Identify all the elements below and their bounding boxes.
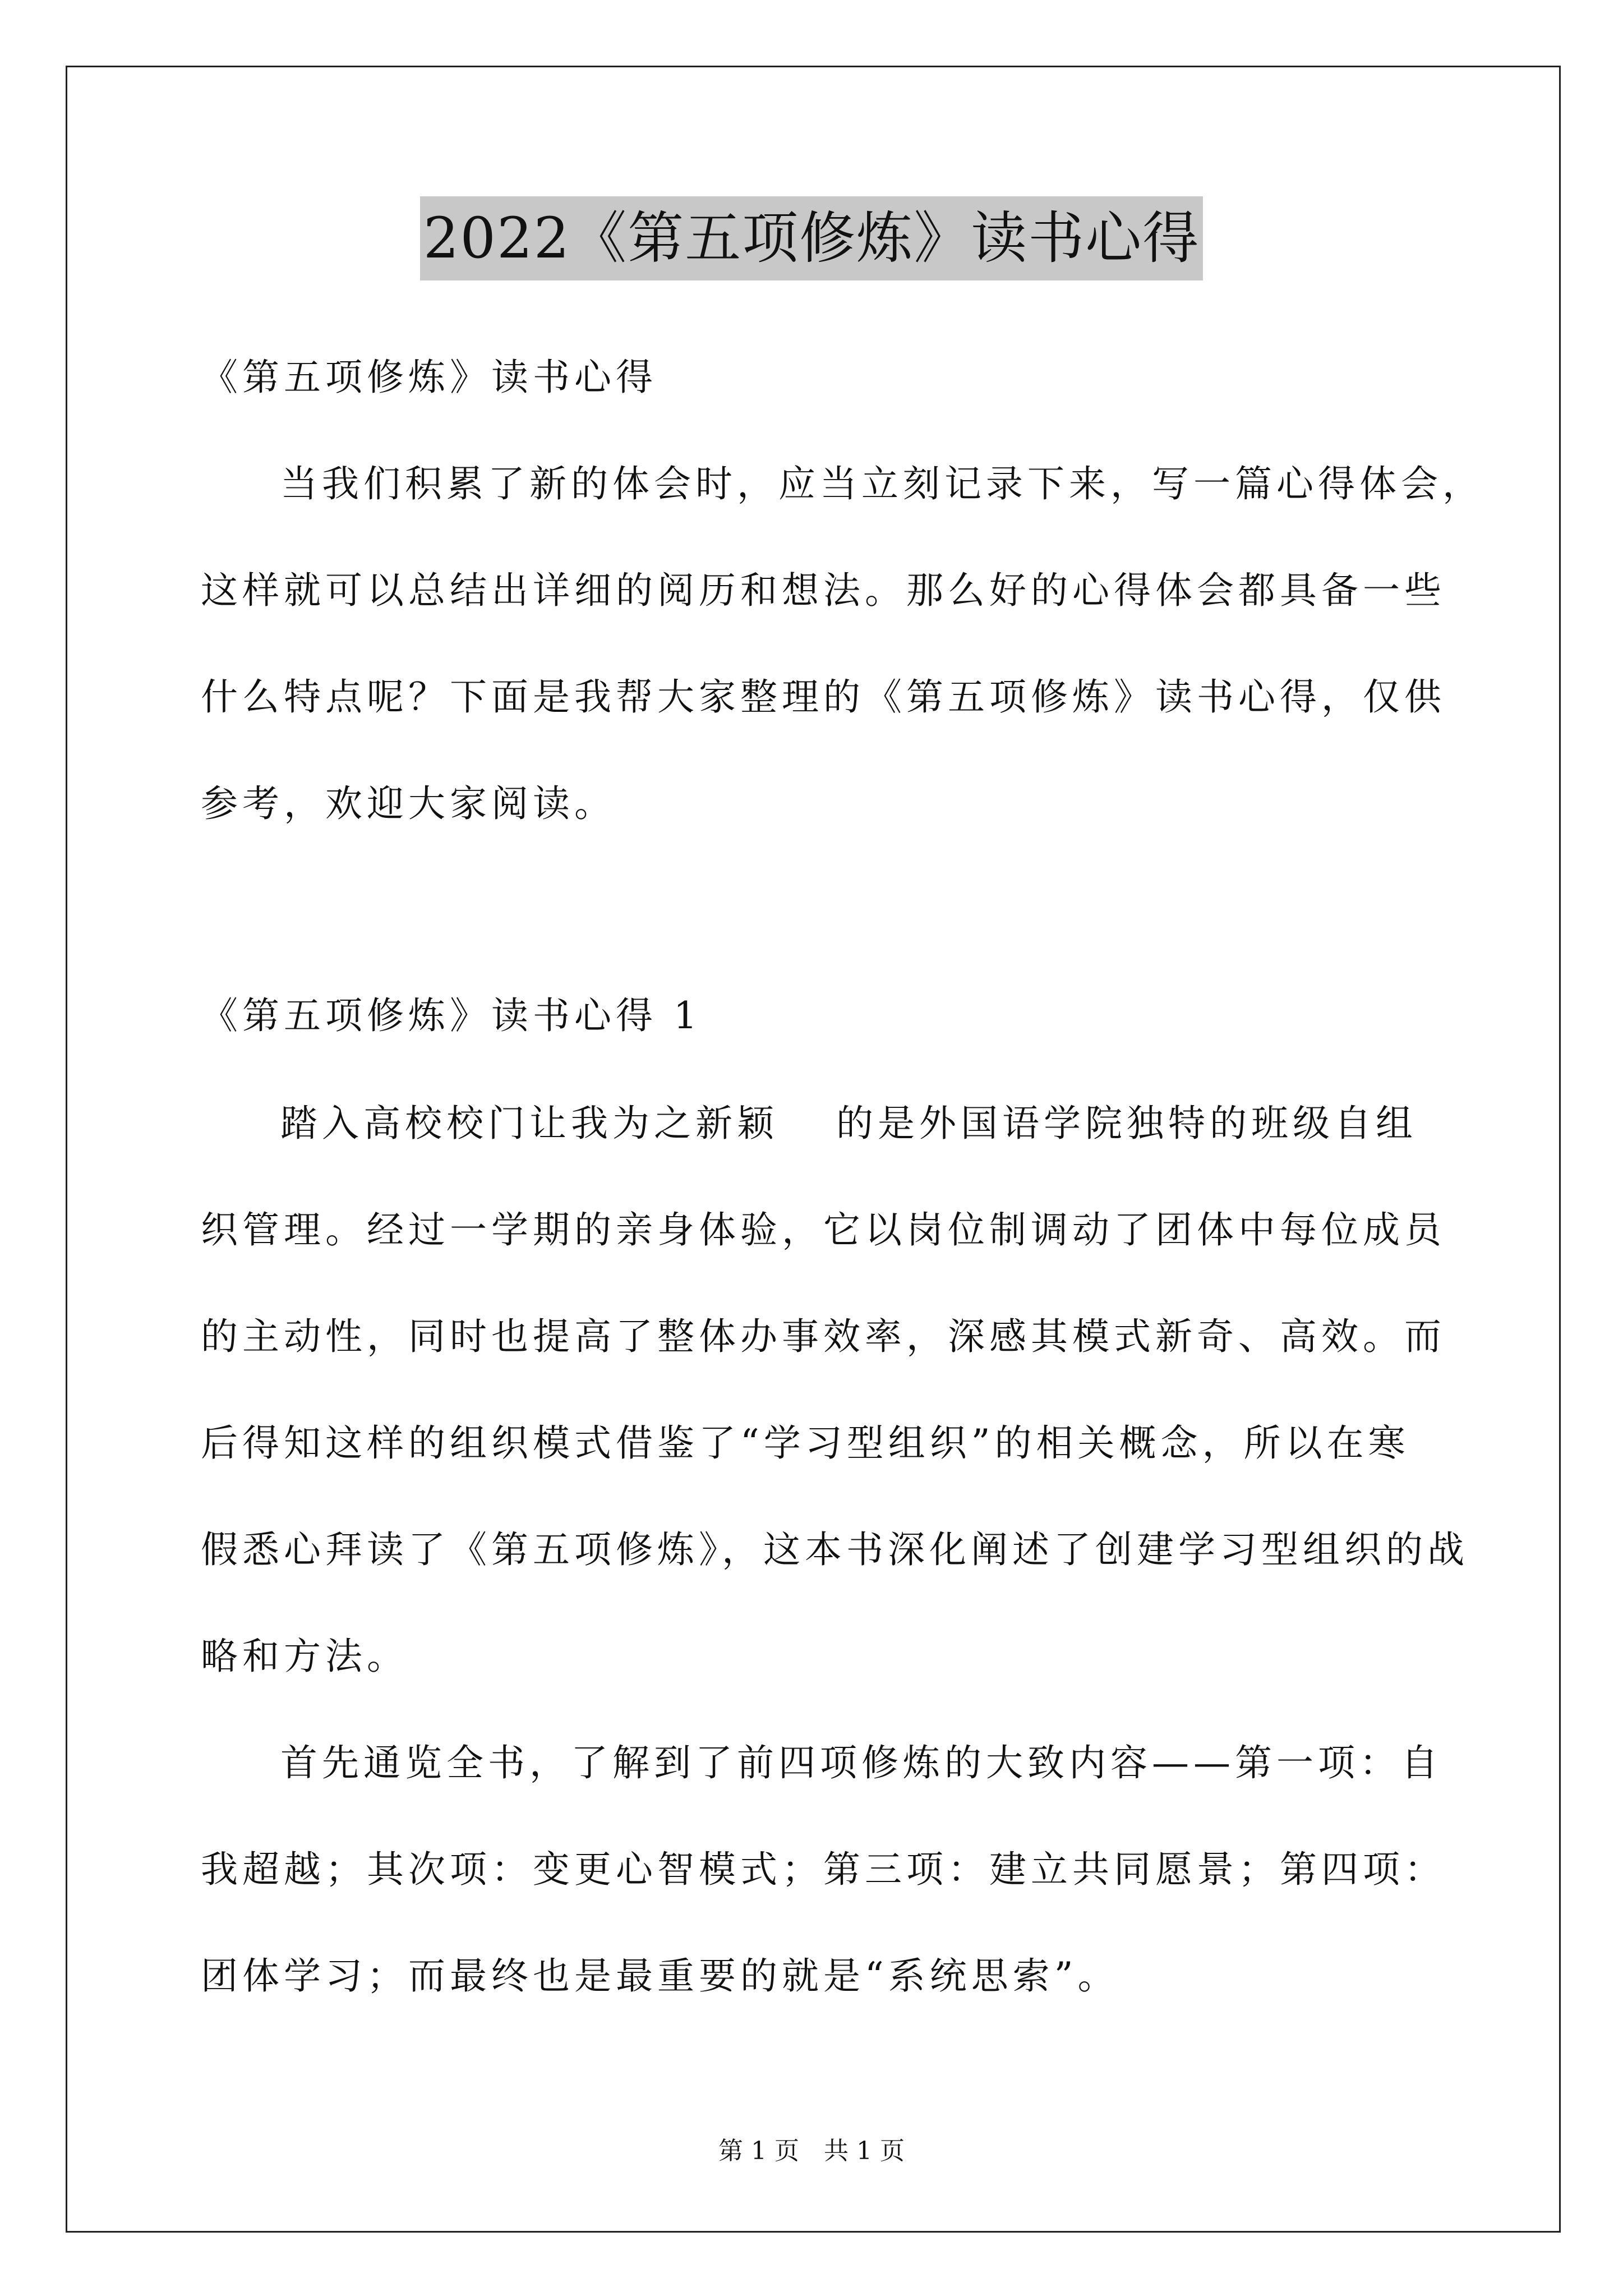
paragraph-line: 我超越；其次项：变更心智模式；第三项：建立共同愿景；第四项： [201, 1848, 1446, 1891]
paragraph-line: 后得知这样的组织模式借鉴了“学习型组织”的相关概念，所以在寒 [201, 1421, 1410, 1465]
paragraph-line: 略和方法。 [201, 1635, 408, 1678]
paragraph-line: 的主动性，同时也提高了整体办事效率，深感其模式新奇、高效。而 [201, 1315, 1446, 1358]
paragraph-line: 织管理。经过一学期的亲身体验，它以岗位制调动了团体中每位成员 [201, 1208, 1446, 1251]
page-footer: 第 1 页 共 1 页 [718, 2137, 905, 2165]
intro-line: 什么特点呢？下面是我帮大家整理的《第五项修炼》读书心得，仅供 [201, 675, 1446, 719]
paragraph-line: 团体学习；而最终也是最重要的就是“系统思索”。 [201, 1954, 1119, 1998]
paragraph-line: 假悉心拜读了《第五项修炼》，这本书深化阐述了创建学习型组织的战 [201, 1528, 1469, 1571]
title-container [0, 196, 1623, 280]
paragraph-line: 踏入高校校门让我为之新颖 的是外国语学院独特的班级自组 [280, 1102, 1417, 1145]
subtitle: 《第五项修炼》读书心得 [201, 356, 657, 399]
paragraph-line: 首先通览全书，了解到了前四项修炼的大致内容——第一项：自 [280, 1741, 1442, 1784]
document-title: 2022《第五项修炼》读书心得 [420, 196, 1204, 280]
intro-line: 参考，欢迎大家阅读。 [201, 782, 616, 825]
section-heading: 《第五项修炼》读书心得 1 [201, 994, 702, 1037]
intro-line: 当我们积累了新的体会时，应当立刻记录下来，写一篇心得体会， [280, 462, 1484, 505]
intro-line: 这样就可以总结出详细的阅历和想法。那么好的心得体会都具备一些 [201, 569, 1446, 612]
